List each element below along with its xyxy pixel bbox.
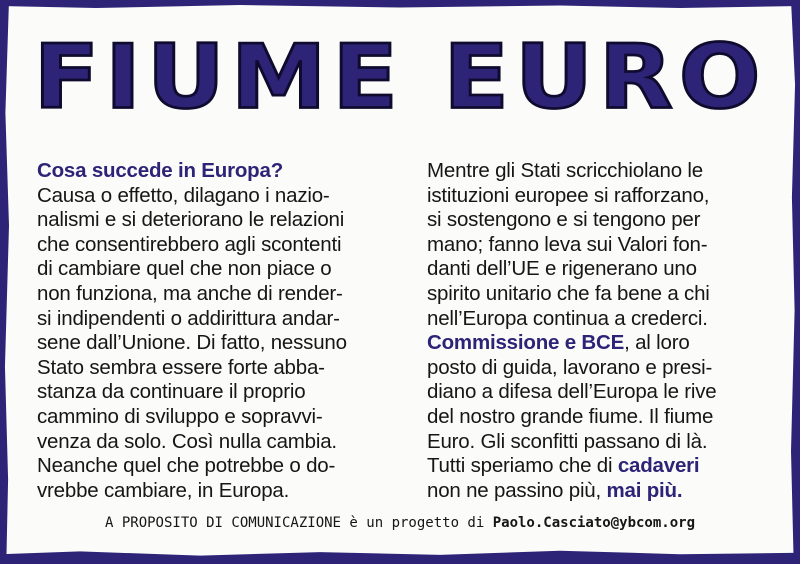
text-line: che consentirebbero agli scontenti (37, 232, 342, 256)
text-line: Neanche quel che potrebbe o do- (37, 454, 336, 478)
highlight-cadaveri: cadaveri (617, 454, 700, 478)
text-line: danti dell’UE e rigenerano uno (427, 257, 697, 281)
text-line: stanza da continuare il proprio (37, 380, 306, 404)
text-line: si indipendenti o addirittura andar- (37, 306, 340, 330)
footer-email: Paolo.Casciato@ybcom.org (492, 515, 696, 531)
footer-credit (0, 515, 800, 531)
text-fragment: non ne passino più, (427, 478, 607, 502)
text-line: mano; fanno leva sui Valori fon- (427, 232, 708, 256)
text-line: nalismi e si deteriorano le relazioni (37, 208, 345, 232)
text-line: nell’Europa continua a crederci. (427, 306, 708, 330)
text-line: posto di guida, lavorano e presi- (427, 355, 713, 379)
frame-bottom-border (0, 550, 800, 564)
left-heading: Cosa succede in Europa? (37, 159, 284, 182)
text-line: cammino di sviluppo e sopravvi- (37, 404, 323, 428)
text-line: Stato sembra essere forte abba- (37, 355, 325, 379)
text-line: non funziona, ma anche di render- (37, 281, 343, 305)
text-line: Mentre gli Stati scricchiolano le (427, 159, 703, 182)
text-line: istituzioni europee si rafforzano, (427, 183, 710, 207)
text-fragment: , al loro (624, 331, 690, 355)
text-line: Euro. Gli sconfitti passano di là. (427, 429, 708, 453)
text-line: del nostro grande fiume. Il fiume (427, 404, 714, 428)
footer-middle-text: è un progetto di (341, 515, 493, 531)
right-column (427, 159, 787, 503)
highlight-commissione-bce: Commissione e BCE (427, 331, 625, 355)
text-line: spirito unitario che fa bene a chi (427, 281, 710, 305)
frame-top-border (0, 0, 800, 10)
text-line-with-highlight (427, 454, 787, 479)
poster-title: FIUME EURO (33, 25, 767, 129)
footer-project-name: A PROPOSITO DI COMUNICAZIONE (104, 515, 341, 531)
text-line: venza da solo. Così nulla cambia. (37, 429, 337, 453)
text-line: diano a difesa dell’Europa le rive (427, 380, 717, 404)
highlight-mai-piu: mai più. (606, 478, 683, 502)
text-line-with-highlight (427, 479, 787, 504)
left-column (37, 159, 407, 503)
text-line: si sostengono e si tengono per (427, 208, 701, 232)
text-line-with-highlight (427, 331, 787, 356)
text-line: Causa o effetto, dilagano i nazio- (37, 183, 330, 207)
text-line: di cambiare quel che non piace o (37, 257, 332, 281)
text-line: vrebbe cambiare, in Europa. (37, 478, 290, 502)
text-fragment: Tutti speriamo che di (427, 454, 618, 478)
text-line: sene dall’Unione. Di fatto, nessuno (37, 331, 347, 355)
